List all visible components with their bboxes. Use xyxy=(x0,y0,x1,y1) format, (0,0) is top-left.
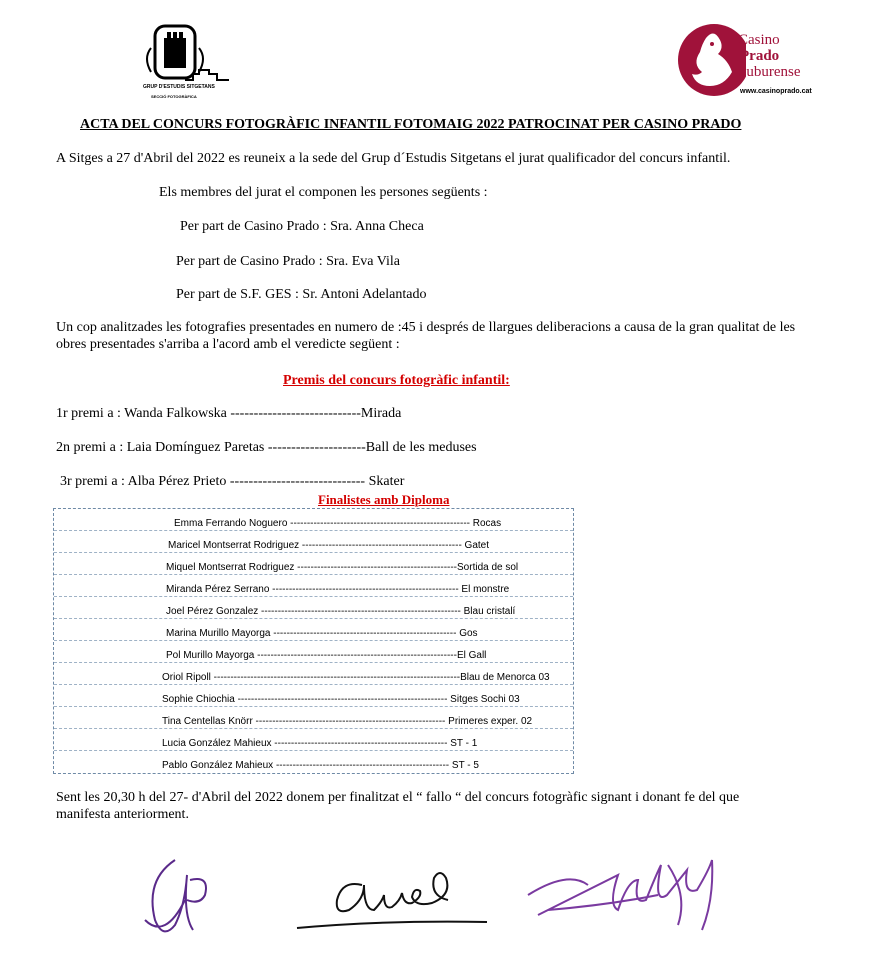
jury-member-3: Per part de S.F. GES : Sr. Antoni Adelantado xyxy=(176,287,427,302)
signature-3 xyxy=(518,855,758,965)
ges-name: GRUP D'ESTUDIS SITGETANS xyxy=(143,84,215,90)
casino-url: www.casinoprado.cat xyxy=(740,88,812,95)
casino-logo xyxy=(676,20,836,102)
table-row: Pablo González Mahieux ---------------------------------------------------- ST - 5 xyxy=(162,760,479,771)
prize-3: 3r premi a : Alba Pérez Prieto ----------------------------- Skater xyxy=(60,474,405,489)
row-divider xyxy=(54,728,573,729)
closing-line-1: Sent les 20,30 h del 27- d'Abril del 2022 donem per finalitzat el “ fallo “ del concurs fotogràfic signant i donant fe del que xyxy=(56,790,740,805)
row-divider xyxy=(54,706,573,707)
table-row: Joel Pérez Gonzalez ------------------------------------------------------------ Blau cristalí xyxy=(166,606,516,617)
table-row: Miranda Pérez Serrano -------------------------------------------------------- El monstre xyxy=(166,584,510,595)
analysis-line-1: Un cop analitzades les fotografies presentades en numero de :45 i després de llargues deliberacions a causa de la gran qualitat de les xyxy=(56,320,796,335)
row-divider xyxy=(54,640,573,641)
table-row: Pol Murillo Mayorga ------------------------------------------------------------El Gall xyxy=(166,650,487,661)
document-title: ACTA DEL CONCURS FOTOGRÀFIC INFANTIL FOTOMAIG 2022 PATROCINAT PER CASINO PRADO xyxy=(80,117,742,132)
table-row: Maricel Montserrat Rodriguez ------------------------------------------------ Gatet xyxy=(168,540,490,551)
table-row: Emma Ferrando Noguero ------------------------------------------------------ Rocas xyxy=(174,518,502,529)
finalists-heading: Finalistes amb Diploma xyxy=(318,492,450,507)
row-divider xyxy=(54,530,573,531)
table-row: Tina Centellas Knörr --------------------------------------------------------- Primeres exper. 02 xyxy=(162,716,533,727)
table-row: Lucia González Mahieux ---------------------------------------------------- ST - 1 xyxy=(162,738,478,749)
table-row: Miquel Montserrat Rodriguez ------------------------------------------------Sortida de sol xyxy=(166,562,519,573)
row-divider xyxy=(54,750,573,751)
table-row: Sophie Chiochia --------------------------------------------------------------- Sitges Sochi 03 xyxy=(162,694,520,705)
row-divider xyxy=(54,574,573,575)
prize-2: 2n premi a : Laia Domínguez Paretas ---------------------Ball de les meduses xyxy=(56,440,477,455)
finalists-table xyxy=(53,508,574,774)
jury-member-2: Per part de Casino Prado : Sra. Eva Vila xyxy=(176,254,401,269)
row-divider xyxy=(54,618,573,619)
jury-intro: Els membres del jurat el componen les persones següents : xyxy=(159,185,488,200)
row-divider xyxy=(54,596,573,597)
analysis-line-2: obres presentades s'arriba a l'acord amb el veredicte següent : xyxy=(56,337,400,352)
closing-line-2: manifesta anteriorment. xyxy=(56,807,189,822)
signature-2 xyxy=(292,860,492,940)
table-row: Marina Murillo Mayorga ------------------------------------------------------- Gos xyxy=(166,628,478,639)
intro-paragraph: A Sitges a 27 d'Abril del 2022 es reuneix a la sede del Grup d´Estudis Sitgetans el jurat qualificador del concurs infantil. xyxy=(56,151,731,166)
row-divider xyxy=(54,684,573,685)
row-divider xyxy=(54,662,573,663)
casino-word-3: Suburense xyxy=(738,64,801,80)
jury-member-1: Per part de Casino Prado : Sra. Anna Checa xyxy=(180,219,424,234)
table-row: Oriol Ripoll --------------------------------------------------------------------------Blau de Menorca 03 xyxy=(162,672,550,683)
prizes-heading: Premis del concurs fotogràfic infantil: xyxy=(283,373,510,388)
ges-section: SECCIÓ FOTOGRÀFICA xyxy=(151,94,197,99)
signature-1 xyxy=(135,850,225,950)
casino-word-1: Casino xyxy=(738,32,780,48)
casino-word-2: Prado xyxy=(740,48,780,64)
prize-1: 1r premi a : Wanda Falkowska ----------------------------Mirada xyxy=(56,406,402,421)
rooster-icon xyxy=(676,20,746,98)
row-divider xyxy=(54,552,573,553)
ges-logo xyxy=(125,18,235,104)
ges-emblem-icon xyxy=(125,18,235,88)
